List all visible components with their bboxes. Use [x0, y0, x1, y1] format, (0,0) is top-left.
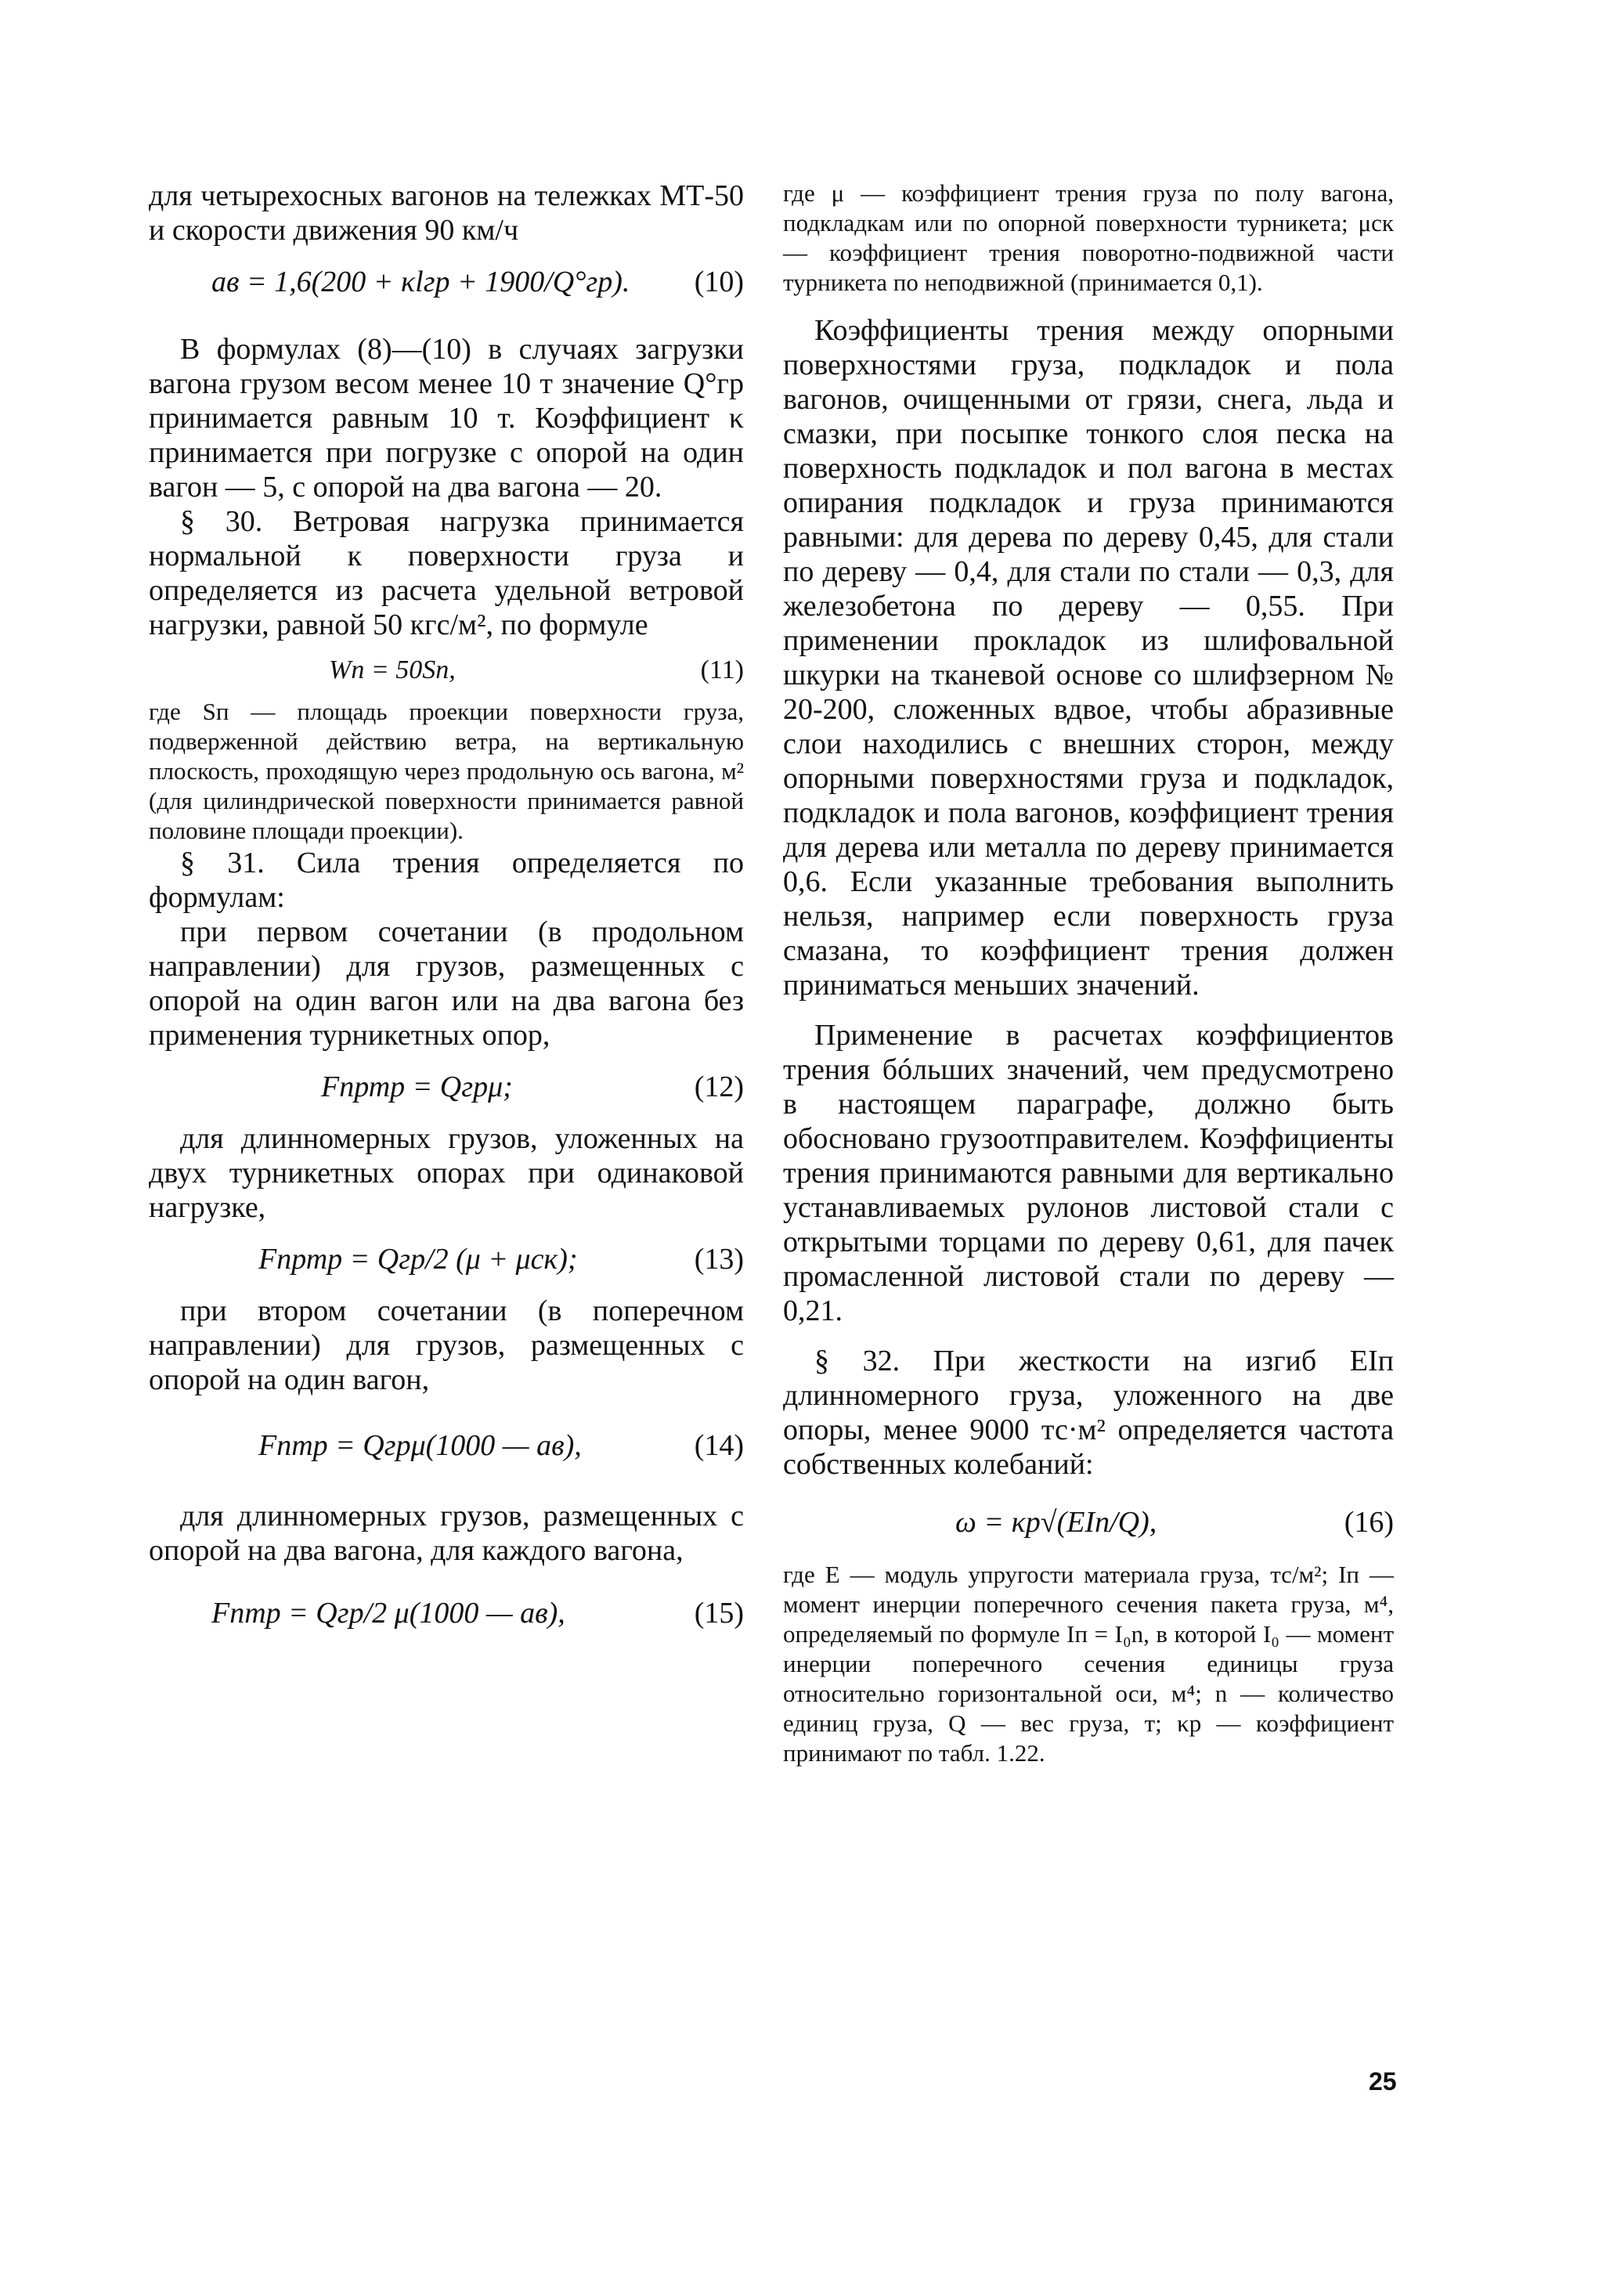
formula-expression: aв = 1,6(200 + κlгр + 1900/Q°гр). [211, 265, 630, 298]
paragraph: где Sп — площадь проекции поверхности груза, подверженной действию ветра, на вертикальную плоскость, проходящую через продольную ось вагона, м² (для цилиндрической поверхности принимается равной половине площади проекции). [149, 698, 744, 844]
formula-number: (13) [694, 1243, 744, 1276]
formula-number: (12) [694, 1070, 744, 1103]
formula-expression: Fпртр = Qгрμ; [321, 1070, 513, 1103]
formula-10 [149, 247, 744, 316]
formula-number: (14) [694, 1429, 744, 1462]
paragraph: где E — модуль упругости материала груза, тс/м²; Iп — момент инерции поперечного сечения пакета груза, м⁴, определяемый по формуле Iп = I₀n, в которой I₀ — момент инерции поперечного сечения единицы груза относительно горизонтальной оси, м⁴; n — количество единиц груза, Q — вес груза, т; κр — коэффициент принимают по табл. 1.22. [783, 1561, 1394, 1767]
formula-16 [783, 1482, 1394, 1560]
formula-15 [149, 1568, 744, 1646]
paragraph: В формулах (8)—(10) в случаях загрузки вагона грузом весом менее 10 т значение Q°гр принимается равным 10 т. Коэффициент κ принимается при погрузке с опорой на один вагон — 5, с опорой на два вагона — 20. [149, 333, 744, 504]
formula-12 [149, 1052, 744, 1121]
paragraph: для длинномерных грузов, уложенных на двух турникетных опорах при одинаковой нагрузке, [149, 1122, 744, 1224]
formula-expression: Wп = 50Sп, [329, 655, 456, 684]
paragraph: при первом сочетании (в продольном направлении) для грузов, размещенных с опорой на один вагон или на два вагона без применения турникетных опор, [149, 915, 744, 1052]
formula-expression: ω = κр√(EIп/Q), [955, 1506, 1157, 1539]
page-number: 25 [1369, 2067, 1397, 2096]
formula-number: (11) [700, 655, 744, 684]
formula-expression: Fпртр = Qгр/2 (μ + μск); [258, 1243, 578, 1276]
paragraph: § 31. Сила трения определяется по формулам: [149, 847, 744, 914]
formula-14 [149, 1397, 744, 1483]
paragraph: Коэффициенты трения между опорными поверхностями груза, подкладок и пола вагонов, очищенными от грязи, снега, льда и смазки, при посыпке тонкого слоя песка на поверхность подкладок и пол вагона в местах опирания подкладок и груза принимаются равными: для дерева по дереву 0,45, для стали по дереву — 0,4, для стали по стали — 0,3, для железобетона по дереву — 0,55. При применении прокладок из шлифовальной шкурки на тканевой основе со шлифзерном № 20-200, сложенных вдвое, чтобы абразивные слои находились с внешних сторон, между опорными поверхностями груза и подкладок, подкладок и пола вагонов, коэффициент трения для дерева или металла по дереву принимается 0,6. Если указанные требования выполнить нельзя, например если поверхность груза смазана, то коэффициент трения должен приниматься меньших значений. [783, 314, 1394, 1002]
paragraph: для четырехосных вагонов на тележках МТ-50 и скорости движения 90 км/ч [149, 179, 744, 247]
formula-number: (10) [694, 265, 744, 298]
paragraph: § 30. Ветровая нагрузка принимается нормальной к поверхности груза и определяется из расчета удельной ветровой нагрузки, равной 50 кгс/м², по формуле [149, 505, 744, 641]
formula-number: (16) [1344, 1506, 1394, 1539]
right-column [783, 179, 1394, 1768]
paragraph: где μ — коэффициент трения груза по полу вагона, подкладкам или по опорной поверхности турникета; μск — коэффициент трения поворотно-подвижной части турникета по неподвижной (принимается 0,1). [783, 179, 1394, 296]
formula-expression: Fптр = Qгрμ(1000 — aв), [258, 1429, 582, 1462]
formula-11 [149, 642, 744, 697]
paragraph: § 32. При жесткости на изгиб EIп длинномерного груза, уложенного на две опоры, менее 9000 тс·м² определяется частота собственных колебаний: [783, 1345, 1394, 1481]
paragraph: при втором сочетании (в поперечном направлении) для грузов, размещенных с опорой на один вагон, [149, 1294, 744, 1396]
formula-number: (15) [694, 1597, 744, 1630]
left-column [149, 179, 744, 1646]
paragraph: для длинномерных грузов, размещенных с опорой на два вагона, для каждого вагона, [149, 1500, 744, 1567]
formula-13 [149, 1225, 744, 1294]
paragraph: Применение в расчетах коэффициентов трения бóльших значений, чем предусмотрено в настоящем параграфе, должно быть обосновано грузоотправителем. Коэффициенты трения принимаются равными для вертикально устанавливаемых рулонов листовой стали с открытыми торцами по дереву 0,61, для пачек промасленной листовой стали по дереву — 0,21. [783, 1019, 1394, 1327]
formula-expression: Fптр = Qгр/2 μ(1000 — aв), [211, 1597, 565, 1630]
